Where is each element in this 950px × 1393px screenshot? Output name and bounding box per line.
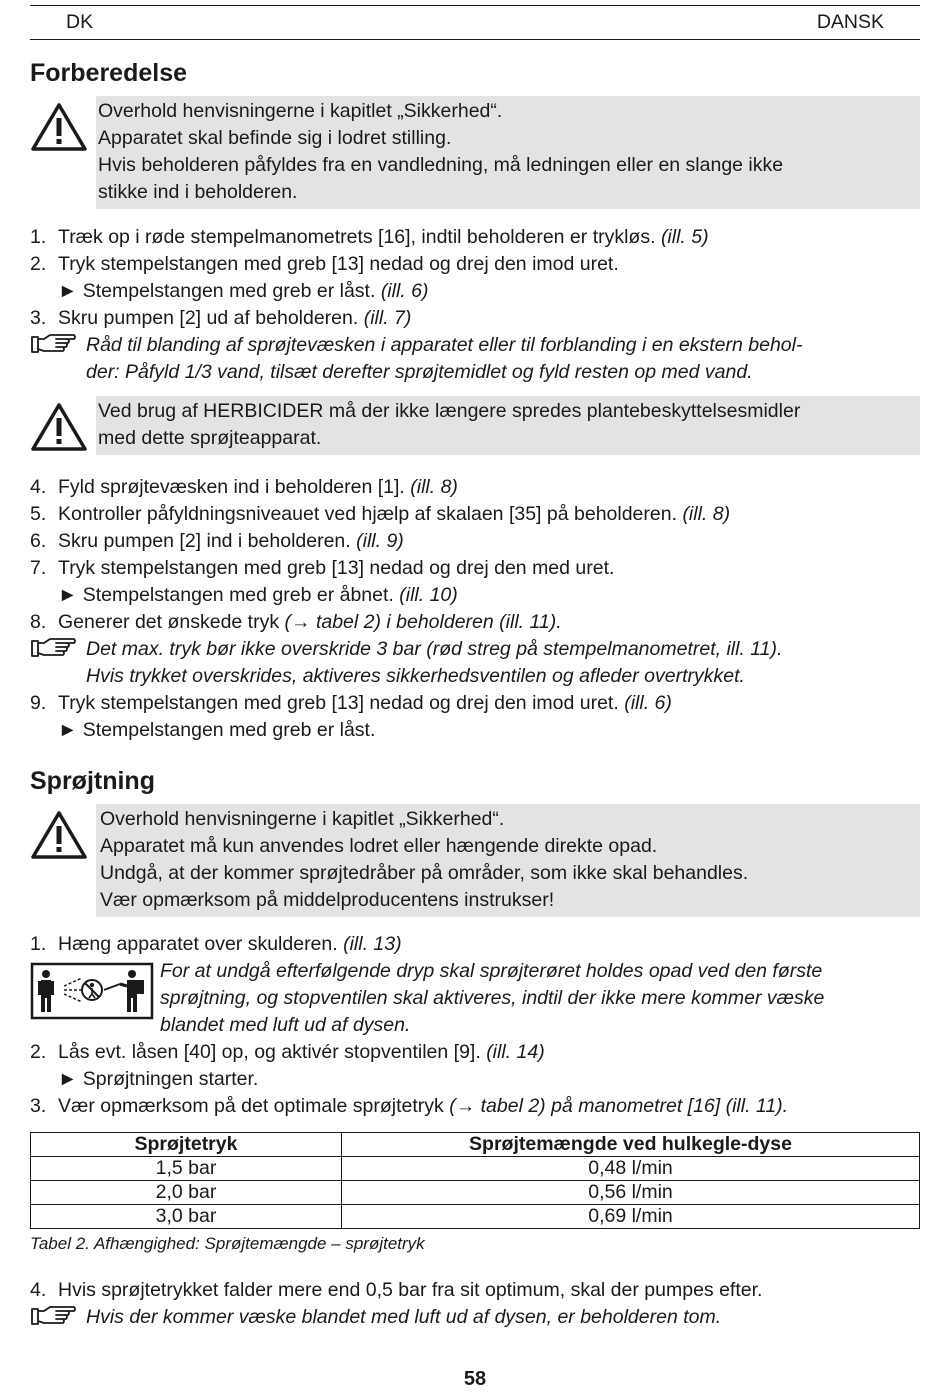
table-cell: 1,5 bar	[31, 1157, 342, 1181]
step-5: 5. Kontroller påfyldningsniveauet ved hjælp af skalaen [35] på beholderen. (ill. 8)	[30, 503, 731, 525]
safety-warning-1	[30, 96, 920, 209]
warning-line: Overhold henvisningerne i kapitlet „Sikkerhed“.	[98, 100, 503, 122]
pressure-flow-table	[30, 1132, 920, 1229]
safety-warning-herbicide	[30, 396, 920, 460]
step-4: 4. Hvis sprøjtetrykket falder mere end 0,5 bar fra sit optimum, skal der pumpes efter.	[30, 1279, 763, 1301]
step-2-result: ► Stempelstangen med greb er låst. (ill. 6)	[58, 280, 429, 302]
step-2: 2. Lås evt. låsen [40] op, og aktivér stopventilen [9]. (ill. 14)	[30, 1041, 545, 1063]
step-6: 6. Skru pumpen [2] ind i beholderen. (ill. 9)	[30, 530, 404, 552]
table-header: Sprøjtetryk	[31, 1133, 342, 1157]
step-2: 2. Tryk stempelstangen med greb [13] nedad og drej den imod uret.	[30, 253, 619, 275]
warning-line: Hvis beholderen påfyldes fra en vandledning, må ledningen eller en slange ikke	[98, 154, 784, 176]
step-9: 9. Tryk stempelstangen med greb [13] nedad og drej den imod uret. (ill. 6)	[30, 692, 672, 714]
warning-icon	[30, 96, 96, 160]
step-8: 8. Generer det ønskede tryk (→ tabel 2) i beholderen (ill. 11).	[30, 611, 562, 633]
warning-line: Apparatet skal befinde sig i lodret stilling.	[98, 127, 452, 149]
warning-line: Undgå, at der kommer sprøjtedråber på områder, som ikke skal behandles.	[100, 862, 749, 884]
table-cell: 0,56 l/min	[342, 1181, 920, 1205]
step-9-result: ► Stempelstangen med greb er låst.	[58, 719, 376, 741]
table-row	[31, 1205, 920, 1229]
warning-line: med dette sprøjteapparat.	[98, 427, 322, 449]
pointing-hand-icon	[30, 1304, 86, 1335]
note-empty-container: Hvis der kommer væske blandet med luft ud af dysen, er beholderen tom.	[30, 1304, 920, 1335]
table-row	[31, 1181, 920, 1205]
step-1: 1. Træk op i røde stempelmanometrets [16], indtil beholderen er trykløs. (ill. 5)	[30, 226, 709, 248]
warning-line: Apparatet må kun anvendes lodret eller hængende direkte opad.	[100, 835, 658, 857]
step-1: 1. Hæng apparatet over skulderen. (ill. 13)	[30, 933, 402, 955]
table-header-row	[31, 1133, 920, 1157]
warning-line: Overhold henvisningerne i kapitlet „Sikkerhed“.	[100, 808, 505, 830]
page-header	[30, 5, 920, 40]
table-cell: 2,0 bar	[31, 1181, 342, 1205]
page-number: 58	[463, 1368, 487, 1390]
warning-line: Ved brug af HERBICIDER må der ikke længere spredes plantebeskyttelsesmidler	[98, 400, 801, 422]
table-row	[31, 1157, 920, 1181]
step-3: 3. Skru pumpen [2] ud af beholderen. (ill. 7)	[30, 307, 412, 329]
step-4: 4. Fyld sprøjtevæsken ind i beholderen [1]. (ill. 8)	[30, 476, 458, 498]
step-3: 3. Vær opmærksom på det optimale sprøjtetryk (→ tabel 2) på manometret [16] (ill. 11).	[30, 1095, 789, 1117]
first-spray-note: For at undgå efterfølgende dryp skal sprøjterøret holdes opad ved den første sprøjtning, og stopventilen skal aktiveres, indtil der ikke mere kommer væske blandet med luft ud af dysen.	[30, 958, 920, 1039]
step-2-result: ► Sprøjtningen starter.	[58, 1068, 259, 1090]
safety-warning-spraying	[30, 804, 920, 917]
table-caption: Tabel 2. Afhængighed: Sprøjtemængde – sprøjtetryk	[30, 1234, 425, 1253]
pointing-hand-icon	[30, 636, 86, 690]
step-7-result: ► Stempelstangen med greb er åbnet. (ill. 10)	[58, 584, 458, 606]
section-title-forberedelse: Forberedelse	[30, 59, 188, 87]
table-cell: 3,0 bar	[31, 1205, 342, 1229]
note-mixing: Råd til blanding af sprøjtevæsken i apparatet eller til forblanding i en ekstern behol- der: Påfyld 1/3 vand, tilsæt derefter sprøjtemidlet og fyld resten op med vand.	[30, 332, 920, 386]
language-code: DK	[66, 11, 94, 33]
pointing-hand-icon	[30, 332, 86, 386]
warning-line: Vær opmærksom på middelproducentens instrukser!	[100, 889, 555, 911]
section-title-sprojtning: Sprøjtning	[30, 767, 155, 795]
sprayer-operator-icon	[30, 958, 160, 1028]
table-header: Sprøjtemængde ved hulkegle-dyse	[342, 1133, 920, 1157]
step-7: 7. Tryk stempelstangen med greb [13] nedad og drej den med uret.	[30, 557, 615, 579]
warning-icon	[30, 804, 96, 868]
warning-icon	[30, 396, 96, 460]
table-cell: 0,48 l/min	[342, 1157, 920, 1181]
note-max-pressure: Det max. tryk bør ikke overskride 3 bar (rød streg på stempelmanometret, ill. 11). Hvis trykket overskrides, aktiveres sikkerhedsventilen og afleder overtrykket.	[30, 636, 920, 690]
table-cell: 0,69 l/min	[342, 1205, 920, 1229]
warning-line: stikke ind i beholderen.	[98, 181, 298, 203]
language-name: DANSK	[816, 11, 884, 33]
